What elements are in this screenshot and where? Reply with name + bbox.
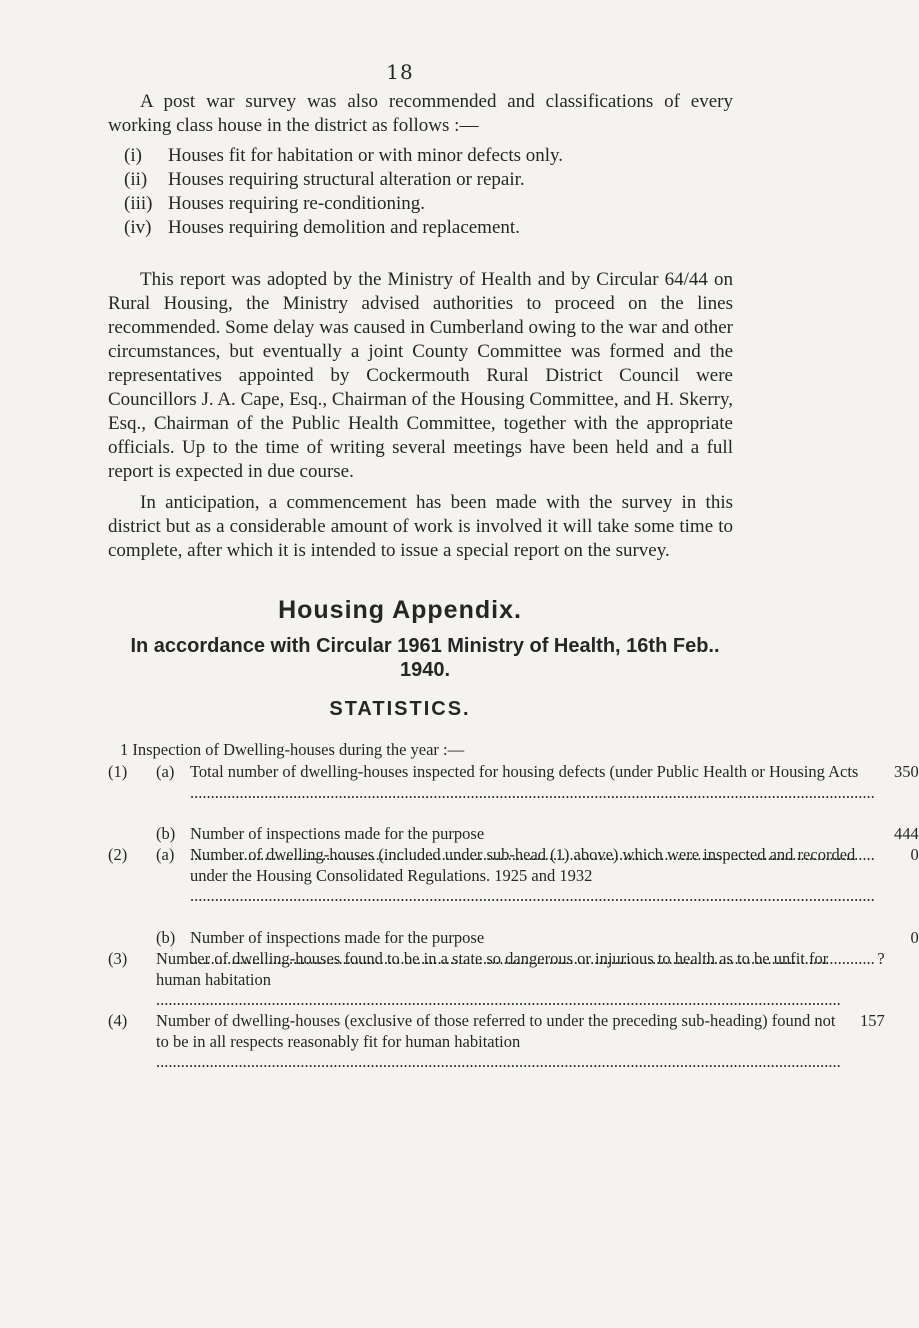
list-item: (iii) Houses requiring re-conditioning. — [124, 193, 425, 214]
anticipation-paragraph: In anticipation, a commencement has been made with the survey in this district but as a considerable amount of work is involved it will take some time to complete, after which it is intended to issue a special report on the survey. — [108, 492, 733, 561]
list-item: (i) Houses fit for habitation or with minor defects only. — [124, 145, 564, 166]
stat-value: 0 — [910, 928, 919, 947]
stat-value: 350 — [894, 762, 919, 781]
appendix-title: Housing Appendix. — [278, 596, 522, 624]
stat-value: ? — [877, 949, 885, 968]
table-row: (4) Number of dwelling-houses (exclusive of those referred to under the preceding sub-heading) found not to be in all respects reasonably fit for human habitation ..... 157 — [108, 1011, 744, 1073]
intro-paragraph: A post war survey was also recommended and classifications of every working class house in the district as follows :— — [108, 91, 733, 136]
classification-list — [124, 144, 724, 240]
table-row: (b) Number of inspections made for the purpose ..... 0 — [108, 928, 744, 969]
table-row: (b) Number of inspections made for the purpose ..... 444 — [108, 824, 744, 865]
report-paragraph: This report was adopted by the Ministry of Health and by Circular 64/44 on Rural Housing, the Ministry advised authorities to proceed on the lines recommended. Some delay was caused in Cumberland owing to the war and other circumstances, but eventually a joint County Committee was formed and the representatives appointed by Cockermouth Rural District Council were Councillors J. A. Cape, Esq., Chairman of the Housing Committee, and H. Skerry, Esq., Chairman of the Public Health Committee, together with the appropriate officials. Up to the time of writing several meetings have been held and a full report is expected in due course. — [108, 269, 733, 482]
table-row: (1) (a) Total number of dwelling-houses inspected for housing defects (under Public Health or Housing Acts ..... 350 — [108, 762, 744, 803]
list-item: (ii) Houses requiring structural alteration or repair. — [124, 169, 525, 190]
table-row: (2) (a) Number of dwelling-houses (included under sub-head (1) above) which were inspected and recorded under the Housing Consolidated Regulations. 1925 and 1932 ..... 0 — [108, 845, 744, 907]
appendix-subtitle: In accordance with Circular 1961 Ministry of Health, 16th Feb.. 1940. — [130, 635, 720, 681]
table-row: (3) Number of dwelling-houses found to be in a state so dangerous or injurious to health as to be unfit for human habitation ..... ? — [108, 949, 744, 1011]
stat-value: 157 — [860, 1011, 885, 1030]
stat-value: 444 — [894, 824, 919, 843]
page-number: 18 — [386, 60, 414, 84]
inspection-section-heading: 1 Inspection of Dwelling-houses during the year :— — [120, 740, 465, 759]
statistics-heading: STATISTICS. — [329, 698, 471, 720]
stat-value: 0 — [910, 845, 919, 864]
list-item: (iv) Houses requiring demolition and replacement. — [124, 217, 520, 238]
